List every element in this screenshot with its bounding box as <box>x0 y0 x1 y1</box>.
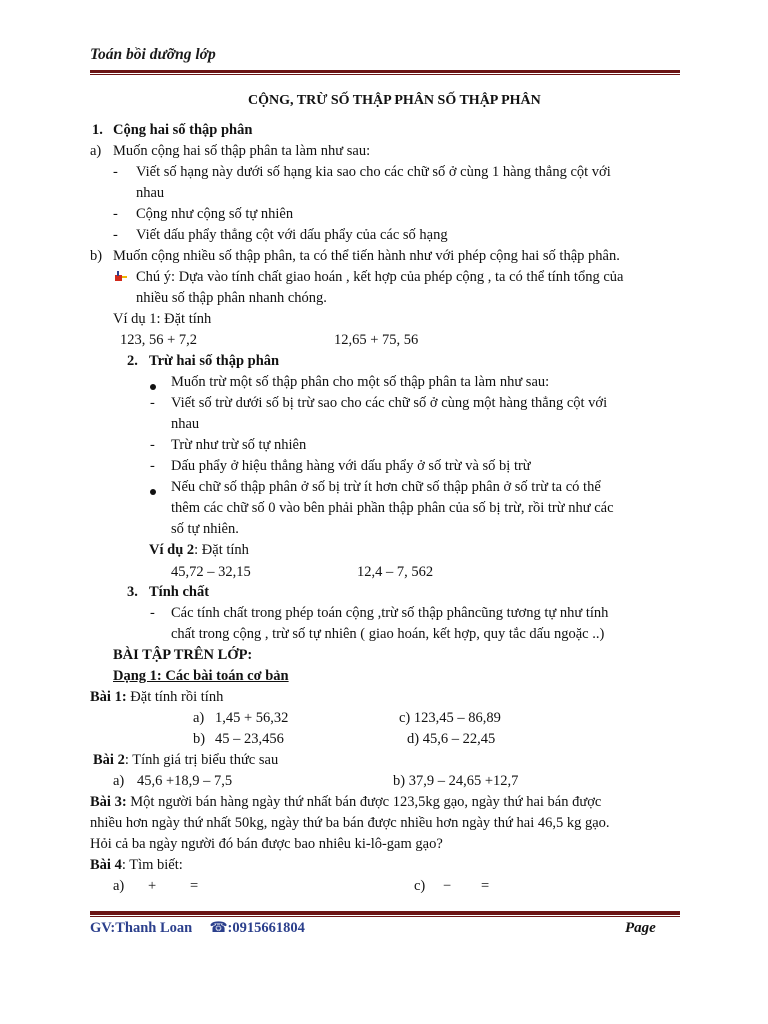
bai-3-line3: Hỏi cả ba ngày người đó bán được bao nhiêu ki-lô-gam gạo? <box>90 836 443 852</box>
bai-1-b: 45 – 23,456 <box>215 731 284 747</box>
s3-line1: Các tính chất trong phép toán cộng ,trừ số thập phâncũng tương tự như tính <box>171 605 609 621</box>
dash-marker: - <box>113 164 118 180</box>
footer-phone: :0915661804 <box>227 920 305 936</box>
bai-2-a: 45,6 +18,9 – 7,5 <box>137 773 233 789</box>
note-line1: Chú ý: Dựa vào tính chất giao hoán , kết hợp của phép cộng , ta có thể tính tổng của <box>136 269 624 285</box>
bai-2-b: b) 37,9 – 24,65 +12,7 <box>393 773 519 789</box>
exercises-heading: BÀI TẬP TRÊN LỚP: <box>113 647 253 663</box>
bai-2-label: Bài 2 <box>93 752 125 768</box>
dash-marker: - <box>113 227 118 243</box>
bai-3-line1 <box>90 792 601 813</box>
s2-d3: Dấu phẩy ở hiệu thẳng hàng với dấu phẩy ở số trừ và số bị trừ <box>171 458 531 474</box>
footer-rule <box>90 911 680 915</box>
s2-bullet2-line2: thêm các chữ số 0 vào bên phải phần thập phân của số bị trừ, rồi trừ như các <box>171 500 614 516</box>
bai-2-text: : Tính giá trị biểu thức sau <box>124 752 279 768</box>
bullet-icon <box>150 483 156 501</box>
footer-teacher-info <box>90 920 305 937</box>
dash-marker: - <box>150 395 155 411</box>
example-2-heading <box>149 540 249 561</box>
example-1-label: Ví dụ 1: Đặt tính <box>113 311 212 327</box>
item-a-label: a) <box>90 143 102 159</box>
dash-marker: - <box>150 458 155 474</box>
header-title: Toán bồi dưỡng lớp <box>90 46 216 63</box>
header-rule <box>90 70 680 73</box>
bai-1 <box>90 687 223 708</box>
bai-4-c-op: − <box>443 878 452 894</box>
pointing-hand-icon <box>114 269 128 288</box>
section-3-heading: Tính chất <box>149 584 210 600</box>
bai-1-text: Đặt tính rồi tính <box>126 689 224 705</box>
bai-4-c-eq: = <box>481 878 490 894</box>
rule-a1-line2: nhau <box>136 185 165 201</box>
dash-marker: - <box>150 605 155 621</box>
s2-d1-line1: Viết số trừ dưới số bị trừ sao cho các chữ số ở cùng một hàng thẳng cột với <box>171 395 608 411</box>
example-2-label: Ví dụ 2 <box>149 542 195 558</box>
section-2-heading: Trừ hai số thập phân <box>149 353 280 369</box>
section-3-number: 3. <box>127 584 138 600</box>
bai-1-a-label: a) <box>193 710 205 726</box>
dash-marker: - <box>113 206 118 222</box>
bai-1-a: 1,45 + 56,32 <box>215 710 289 726</box>
bai-1-d: d) 45,6 – 22,45 <box>407 731 496 747</box>
dash-marker: - <box>150 437 155 453</box>
bai-1-label: Bài 1: <box>90 689 127 705</box>
rule-a2: Cộng như cộng số tự nhiên <box>136 206 294 222</box>
bai-4-label: Bài 4 <box>90 857 122 873</box>
bai-3-text1: Một người bán hàng ngày thứ nhất bán được 123,5kg gạo, ngày thứ hai bán được <box>126 794 602 810</box>
section-1-number: 1. <box>92 122 103 138</box>
document-title: CỘNG, TRỪ SỐ THẬP PHÂN SỐ THẬP PHÂN <box>248 93 541 108</box>
example-1-b: 12,65 + 75, 56 <box>334 332 419 348</box>
bai-4-text: : Tìm biết: <box>121 857 183 873</box>
s2-d1-line2: nhau <box>171 416 200 432</box>
s2-bullet1: Muốn trừ một số thập phân cho một số thập phân ta làm như sau: <box>171 374 550 390</box>
note-line2: nhiều số thập phân nhanh chóng. <box>136 290 327 306</box>
bai-3-line2: nhiều hơn ngày thứ nhất 50kg, ngày thứ ba bán được nhiều hơn ngày thứ hai 46,5 kg gạo. <box>90 815 610 831</box>
footer-page-label: Page <box>625 920 656 936</box>
example-1-a: 123, 56 + 7,2 <box>120 332 198 348</box>
bai-1-b-label: b) <box>193 731 206 747</box>
s3-line2: chất trong cộng , trừ số tự nhiên ( giao hoán, kết hợp, quy tắc dấu ngoặc ..) <box>171 626 605 642</box>
bai-1-c: c) 123,45 – 86,89 <box>399 710 501 726</box>
section-2-number: 2. <box>127 353 138 369</box>
dang-1-heading: Dạng 1: Các bài toán cơ bản <box>113 668 289 684</box>
phone-icon: ☎ <box>209 920 228 936</box>
section-1-heading: Cộng hai số thập phân <box>113 122 253 138</box>
example-2-a: 45,72 – 32,15 <box>171 564 251 580</box>
example-2-b: 12,4 – 7, 562 <box>357 564 434 580</box>
s2-d2: Trừ như trừ số tự nhiên <box>171 437 307 453</box>
item-a-text: Muốn cộng hai số thập phân ta làm như sau: <box>113 143 371 159</box>
bai-4-a-eq: = <box>190 878 199 894</box>
item-b-text: Muốn cộng nhiều số thập phân, ta có thể tiến hành như với phép cộng hai số thập phân. <box>113 248 620 264</box>
header-rule-thin <box>90 74 680 75</box>
bai-2 <box>93 750 278 771</box>
bai-4-c-label: c) <box>414 878 426 894</box>
bai-3-label: Bài 3: <box>90 794 127 810</box>
example-2-rest: : Đặt tính <box>194 542 249 558</box>
rule-a3: Viết dấu phẩy thẳng cột với dấu phẩy của các số hạng <box>136 227 448 243</box>
rule-a1-line1: Viết số hạng này dưới số hạng kia sao cho các chữ số ở cùng 1 hàng thẳng cột với <box>136 164 611 180</box>
footer-teacher-name: GV:Thanh Loan <box>90 920 193 936</box>
bai-2-a-label: a) <box>113 773 125 789</box>
s2-bullet2-line3: số tự nhiên. <box>171 521 239 537</box>
bai-4-a-label: a) <box>113 878 125 894</box>
s2-bullet2-line1: Nếu chữ số thập phân ở số bị trừ ít hơn chữ số thập phân ở số trừ ta có thể <box>171 479 601 495</box>
bai-4-a-op: + <box>148 878 157 894</box>
footer-rule-thin <box>90 916 680 917</box>
item-b-label: b) <box>90 248 103 264</box>
bai-4 <box>90 855 183 876</box>
